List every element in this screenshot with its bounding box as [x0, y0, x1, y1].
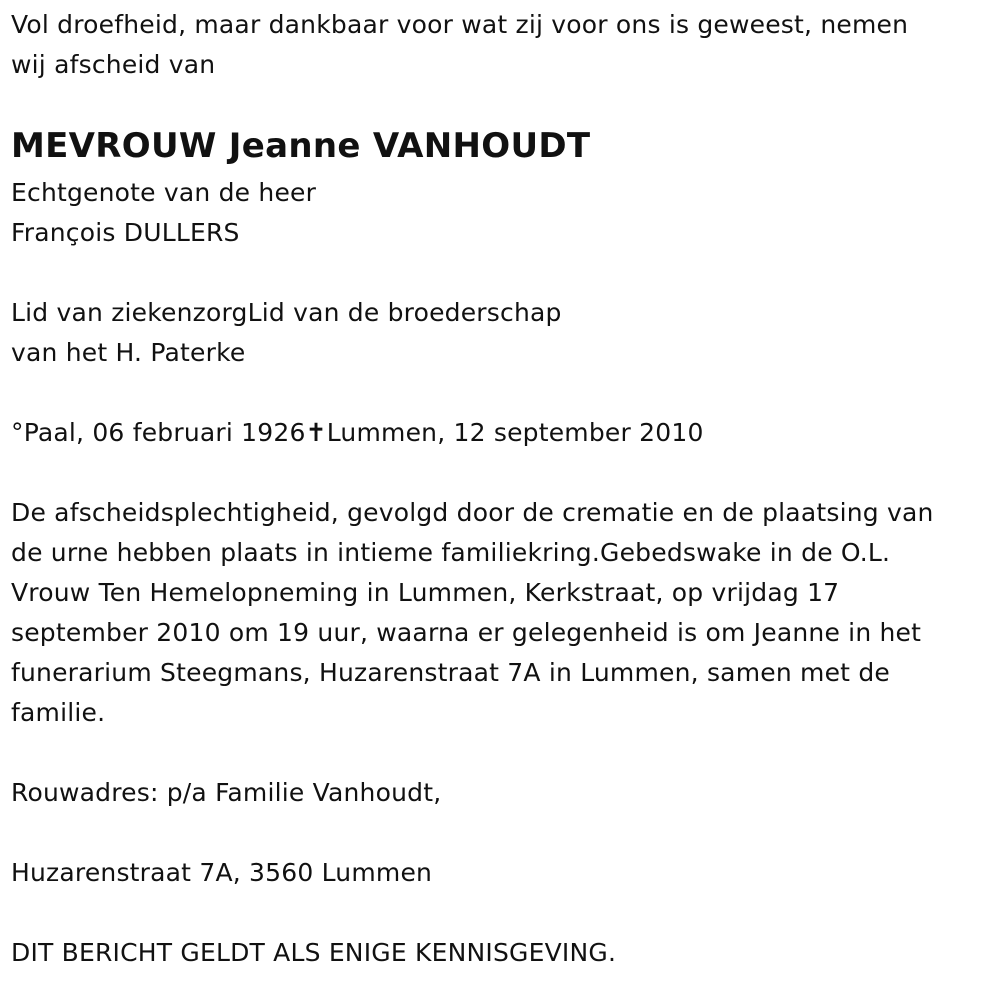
- ceremony-line-6: familie.: [11, 698, 106, 727]
- intro-line-2: wij afscheid van: [11, 50, 216, 79]
- death-date: Lummen, 12 september 2010: [326, 418, 704, 447]
- ceremony-line-4: september 2010 om 19 uur, waarna er gelegenheid is om Jeanne in het: [11, 618, 922, 647]
- address-label-line: Rouwadres: p/a Familie Vanhoudt,: [11, 778, 442, 807]
- ceremony-line-1: De afscheidsplechtigheid, gevolgd door de crematie en de plaatsing van: [11, 498, 934, 527]
- membership-line-2: van het H. Paterke: [11, 338, 246, 367]
- spouse-line-2: François DULLERS: [11, 218, 240, 247]
- ceremony-line-2: de urne hebben plaats in intieme familiekring.Gebedswake in de O.L.: [11, 538, 891, 567]
- cross-icon: ✝: [305, 418, 327, 447]
- dates-line: [11, 413, 704, 453]
- spouse-line-1: Echtgenote van de heer: [11, 178, 317, 207]
- ceremony-line-3: Vrouw Ten Hemelopneming in Lummen, Kerkstraat, op vrijdag 17: [11, 578, 840, 607]
- membership-line-1: Lid van ziekenzorgLid van de broederschap: [11, 298, 562, 327]
- address-street-line: Huzarenstraat 7A, 3560 Lummen: [11, 858, 433, 887]
- closing-notice: DIT BERICHT GELDT ALS ENIGE KENNISGEVING.: [11, 938, 617, 967]
- deceased-name: MEVROUW Jeanne VANHOUDT: [11, 126, 591, 166]
- ceremony-line-5: funerarium Steegmans, Huzarenstraat 7A in Lummen, samen met de: [11, 658, 890, 687]
- birth-date: °Paal, 06 februari 1926: [11, 418, 306, 447]
- intro-line-1: Vol droefheid, maar dankbaar voor wat zij voor ons is geweest, nemen: [11, 10, 909, 39]
